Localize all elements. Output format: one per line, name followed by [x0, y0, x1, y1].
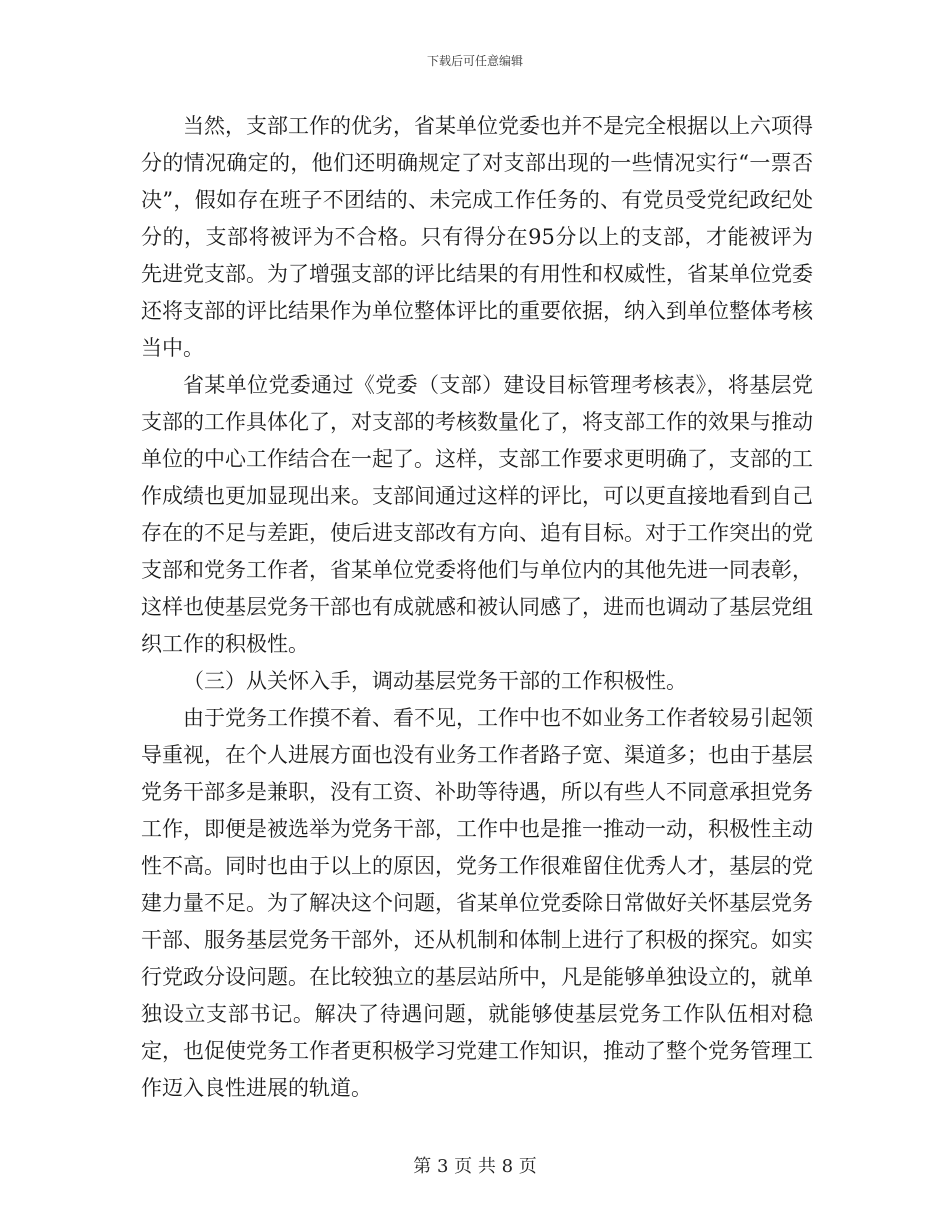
page-footer: 第 3 页 共 8 页	[413, 1156, 537, 1177]
page-header: 下载后可任意编辑	[426, 54, 523, 68]
paragraph-1: 当然，支部工作的优劣，省某单位党委也并不是完全根据以上六项得分的情况确定的，他们还明确规定了对支部出现的一些情况实行“一票否决”，假如存在班子不团结的、未完成工作任务的、有党员受党纪政纪处分的，支部将被评为不合格。只有得分在95分以上的支部，才能被评为先进党支部。为了增强支部的评比结果的有用性和权威性，省某单位党委还将支部的评比结果作为单位整体评比的重要依据，纳入到单位整体考核当中。	[141, 114, 813, 360]
paragraph-2: 省某单位党委通过《党委（支部）建设目标管理考核表》，将基层党支部的工作具体化了，对支部的考核数量化了，将支部工作的效果与推动单位的中心工作结合在一起了。这样，支部工作要求更明确了，支部的工作成绩也更加显现出来。支部间通过这样的评比，可以更直接地看到自己存在的不足与差距，使后进支部改有方向、追有目标。对于工作突出的党支部和党务工作者，省某单位党委将他们与单位内的其他先进一同表彰，这样也使基层党务干部也有成就感和被认同感了，进而也调动了基层党组织工作的积极性。	[141, 373, 813, 656]
paragraph-3: 由于党务工作摸不着、看不见，工作中也不如业务工作者较易引起领导重视，在个人进展方面也没有业务工作者路子宽、渠道多；也由于基层党务干部多是兼职，没有工资、补助等待遇，所以有些人不同意承担党务工作，即便是被选举为党务干部，工作中也是推一推动一动，积极性主动性不高。同时也由于以上的原因，党务工作很难留住优秀人才，基层的党建力量不足。为了解决这个问题，省某单位党委除日常做好关怀基层党务干部、服务基层党务干部外，还从机制和体制上进行了积极的探究。如实行党政分设问题。在比较独立的基层站所中，凡是能够单独设立的，就单独设立支部书记。解决了待遇问题，就能够使基层党务工作队伍相对稳定，也促使党务工作者更积极学习党建工作知识，推动了整个党务管理工作迈入良性进展的轨道。	[141, 706, 813, 1100]
section-heading: （三）从关怀入手，调动基层党务干部的工作积极性。	[183, 669, 687, 693]
document-body	[141, 108, 813, 1107]
